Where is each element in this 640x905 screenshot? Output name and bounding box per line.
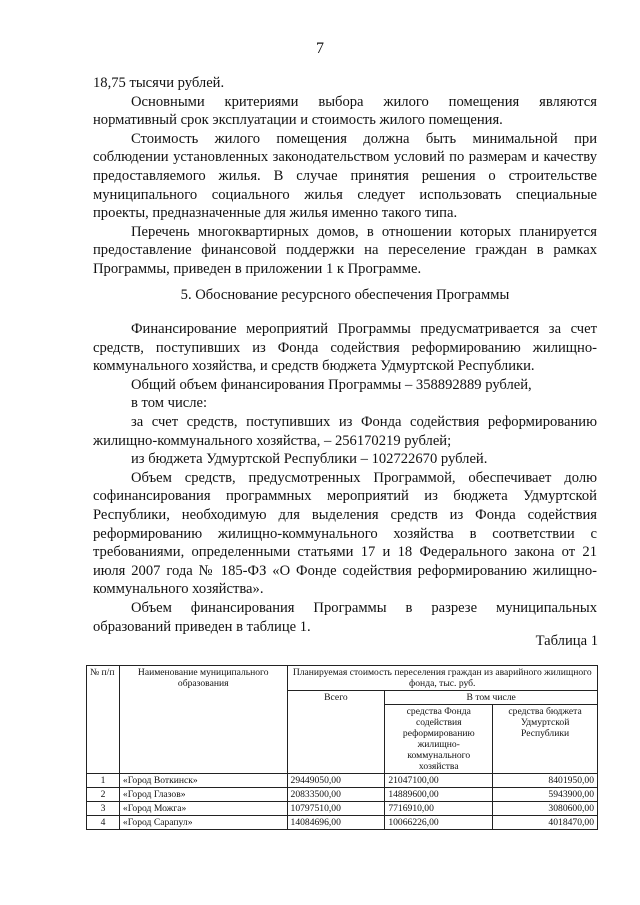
cell-name: «Город Воткинск» <box>119 774 287 788</box>
paragraph: Объем финансирования Программы в разрезе муниципальных образований приведен в таблице 1. <box>93 599 597 635</box>
cell-num: 4 <box>87 816 120 830</box>
page-number: 7 <box>316 40 324 57</box>
section-heading: 5. Обоснование ресурсного обеспечения Программы <box>180 287 510 303</box>
paragraph: 18,75 тысячи рублей. <box>93 75 225 91</box>
header-name: Наименование муниципального образования <box>119 666 287 774</box>
cell-total: 29449050,00 <box>287 774 385 788</box>
table-row <box>87 788 598 802</box>
header-including: В том числе <box>385 691 598 705</box>
paragraph: из бюджета Удмуртской Республики – 102722670 рублей. <box>131 451 488 468</box>
table-header-row <box>87 666 598 691</box>
cell-budget: 4018470,00 <box>493 816 598 830</box>
paragraph: Общий объем финансирования Программы – 358892889 рублей, <box>131 376 532 393</box>
header-total: Всего <box>287 691 385 774</box>
table-row <box>87 802 598 816</box>
cell-budget: 8401950,00 <box>493 774 598 788</box>
table-row <box>87 816 598 830</box>
cell-total: 20833500,00 <box>287 788 385 802</box>
cell-num: 2 <box>87 788 120 802</box>
cell-name: «Город Можга» <box>119 802 287 816</box>
text-block-top <box>93 74 597 279</box>
header-budget: средства бюджета Удмуртской Республики <box>493 705 598 774</box>
paragraph: в том числе: <box>131 395 208 412</box>
paragraph: Стоимость жилого помещения должна быть минимальной при соблюдении установленных законодательством условий по размерам и качеству предоставляемого жилья. В случае принятия решения о строительстве муниципального социального жилья следует использовать специальные проекты, предназначенные для жилья именно такого типа. <box>93 130 597 222</box>
header-num: № п/п <box>87 666 120 774</box>
header-fund: средства Фонда содействия реформированию жилищно-коммунального хозяйства <box>385 705 493 774</box>
cell-fund: 7716910,00 <box>385 802 493 816</box>
paragraph: Перечень многоквартирных домов, в отношении которых планируется предоставление финансовой поддержки на переселение граждан в рамках Программы, приведен в приложении 1 к Программе. <box>93 223 597 277</box>
cell-name: «Город Глазов» <box>119 788 287 802</box>
paragraph: за счет средств, поступивших из Фонда содействия реформированию жилищно-коммунального хозяйства, – 256170219 рублей; <box>93 413 597 449</box>
header-planned: Планируемая стоимость переселения граждан из аварийного жилищного фонда, тыс. руб. <box>287 666 597 691</box>
cell-total: 10797510,00 <box>287 802 385 816</box>
financing-table <box>86 665 598 830</box>
table-row <box>87 774 598 788</box>
cell-name: «Город Сарапул» <box>119 816 287 830</box>
cell-fund: 21047100,00 <box>385 774 493 788</box>
cell-budget: 5943900,00 <box>493 788 598 802</box>
table-caption: Таблица 1 <box>535 633 598 649</box>
cell-fund: 10066226,00 <box>385 816 493 830</box>
cell-total: 14084696,00 <box>287 816 385 830</box>
paragraph: Финансирование мероприятий Программы предусматривается за счет средств, поступивших из Фонда содействия реформированию жилищно-коммунального хозяйства, и средств бюджета Удмуртской Республики. <box>93 321 597 375</box>
paragraph: Объем средств, предусмотренных Программой, обеспечивает долю софинансирования программных мероприятий из бюджета Удмуртской Республики, необходимую для выделения средств из Фонда содействия реформированию жилищно-коммунального хозяйства в соответствии с требованиями, определенными статьями 17 и 18 Федерального закона от 21 июля 2007 года № 185-ФЗ «О Фонде содействия реформированию жилищно-коммунального хозяйства». <box>93 469 597 598</box>
text-block-bottom <box>93 320 597 636</box>
cell-budget: 3080600,00 <box>493 802 598 816</box>
cell-num: 3 <box>87 802 120 816</box>
cell-fund: 14889600,00 <box>385 788 493 802</box>
paragraph: Основными критериями выбора жилого помещения являются нормативный срок эксплуатации и стоимость жилого помещения. <box>93 93 597 129</box>
cell-num: 1 <box>87 774 120 788</box>
